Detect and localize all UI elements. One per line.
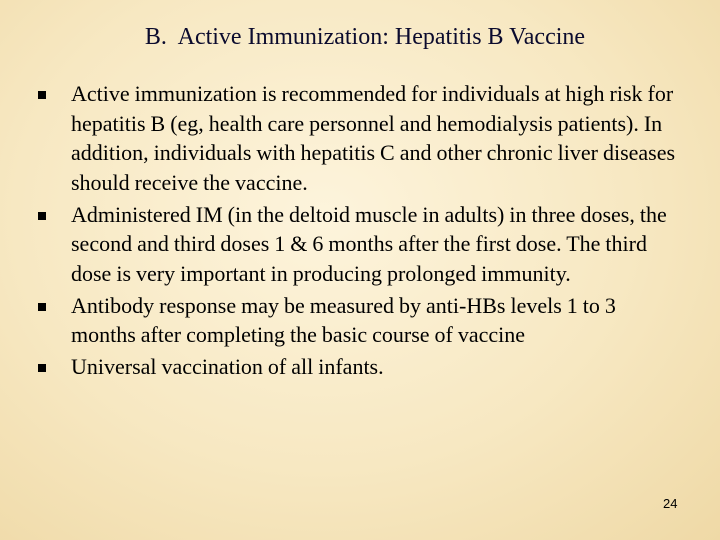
bullet-text: Administered IM (in the deltoid muscle in adults) in three doses, the second and third doses 1 & 6 months after the first dose. The third dose is very important in producing prolonged immunity. [71, 201, 667, 286]
square-bullet-icon [38, 91, 46, 99]
bullet-text: Antibody response may be measured by anti-HBs levels 1 to 3 months after completing the basic course of vaccine [71, 292, 616, 347]
bullet-list [38, 79, 678, 384]
square-bullet-icon [38, 212, 46, 220]
bullet-text: Universal vaccination of all infants. [71, 354, 384, 379]
bullet-item [38, 291, 678, 350]
bullet-item [38, 79, 678, 197]
square-bullet-icon [38, 364, 46, 372]
bullet-item [38, 200, 678, 289]
page-number: 24 [663, 496, 678, 511]
bullet-text: Active immunization is recommended for individuals at high risk for hepatitis B (eg, health care personnel and hemodialysis patients). In addition, individuals with hepatitis C and other chronic liver diseases should receive the vaccine. [71, 81, 676, 195]
bullet-item [38, 352, 678, 382]
square-bullet-icon [38, 303, 46, 311]
slide-title: B. Active Immunization: Hepatitis B Vaccine [144, 24, 586, 50]
